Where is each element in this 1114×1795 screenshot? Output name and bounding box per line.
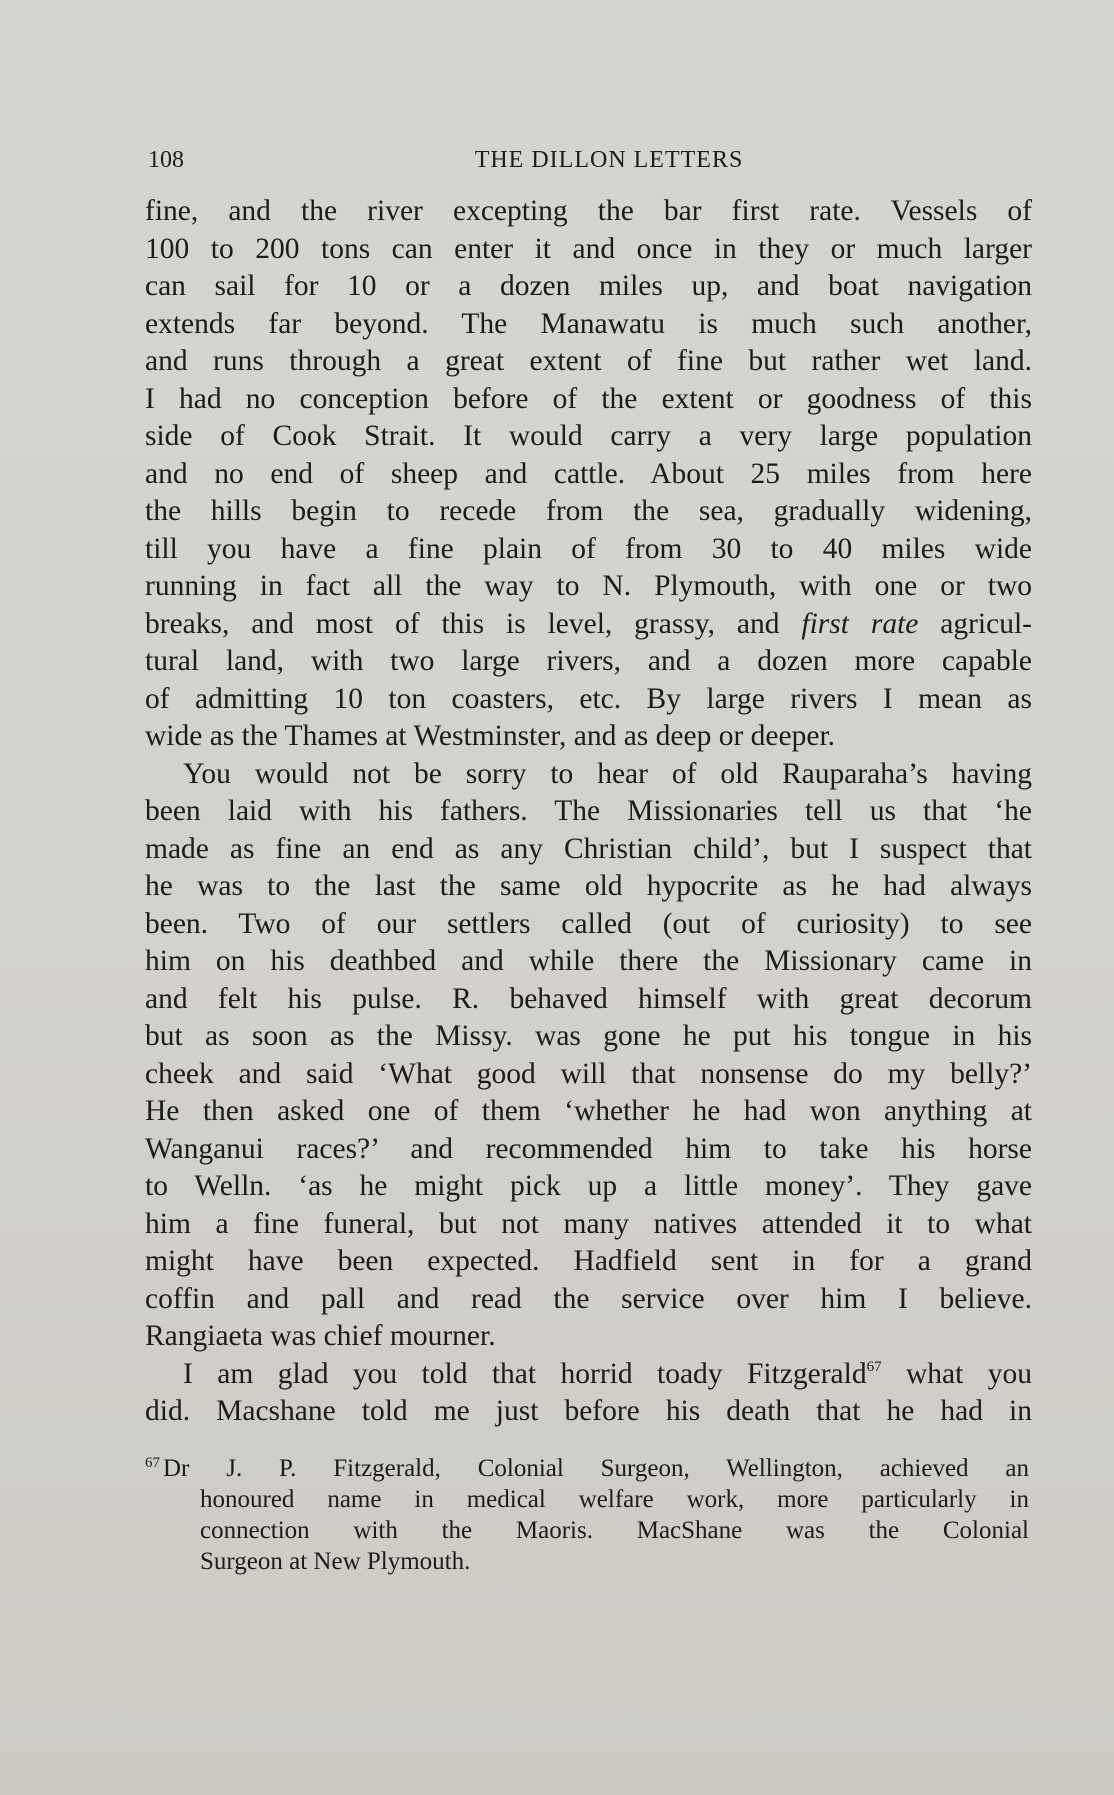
footnote-line: honoured name in medical welfare work, more particularly in	[200, 1486, 1029, 1513]
text-line: coffin and pall and read the service over him I believe.	[145, 1282, 1032, 1315]
footnote-line: connection with the Maoris. MacShane was the Colonial	[200, 1517, 1029, 1544]
text-line: him on his deathbed and while there the Missionary came in	[145, 945, 1032, 977]
footnote-number: 67	[145, 1455, 160, 1471]
text-line: but as soon as the Missy. was gone he put his tongue in his	[145, 1020, 1032, 1052]
text-line	[145, 606, 1032, 644]
footnote	[145, 1453, 1029, 1577]
footnote-reference[interactable]: 67	[866, 1358, 882, 1375]
text-line: wide as the Thames at Westminster, and as deep or deeper.	[145, 720, 836, 752]
text-line: and felt his pulse. R. behaved himself with great decorum	[145, 982, 1032, 1015]
text-line: been. Two of our settlers called (out of curiosity) to see	[145, 907, 1032, 940]
text-line: the hills begin to recede from the sea, gradually widening,	[145, 495, 1032, 527]
text-line: cheek and said ‘What good will that nonsense do my belly?’	[145, 1057, 1032, 1090]
text-line: You would not be sorry to hear of old Rauparaha’s having	[183, 757, 1032, 790]
text-line: tural land, with two large rivers, and a dozen more capable	[145, 645, 1032, 677]
text-line: did. Macshane told me just before his death that he had in	[145, 1395, 1032, 1427]
footnote-line: Surgeon at New Plymouth.	[200, 1548, 471, 1575]
body-text	[145, 193, 1032, 1431]
text-line: till you have a fine plain of from 30 to 40 miles wide	[145, 532, 1032, 565]
footnote-line	[145, 1453, 1029, 1484]
running-title: THE DILLON LETTERS	[474, 147, 744, 173]
text-line: can sail for 10 or a dozen miles up, and boat navigation	[145, 270, 1032, 302]
text-line: and no end of sheep and cattle. About 25 miles from here	[145, 457, 1032, 490]
text-line: 100 to 200 tons can enter it and once in they or much larger	[145, 232, 1032, 265]
text-line	[145, 1356, 1032, 1394]
text-line: Wanganui races?’ and recommended him to take his horse	[145, 1132, 1032, 1165]
text-line: to Welln. ‘as he might pick up a little money’. They gave	[145, 1170, 1032, 1202]
text-line: he was to the last the same old hypocrite as he had always	[145, 870, 1032, 902]
text-line: might have been expected. Hadfield sent in for a grand	[145, 1245, 1032, 1277]
text-line: him a fine funeral, but not many natives attended it to what	[145, 1207, 1032, 1240]
text-line: He then asked one of them ‘whether he had won anything at	[145, 1095, 1032, 1127]
text-line: side of Cook Strait. It would carry a very large population	[145, 420, 1032, 452]
text-line: Rangiaeta was chief mourner.	[145, 1320, 496, 1352]
text-line: fine, and the river excepting the bar first rate. Vessels of	[145, 195, 1032, 227]
text-run: Dr J. P. Fitzgerald, Colonial Surgeon, Wellington, achieved an	[163, 1455, 1029, 1482]
text-line: been laid with his fathers. The Missionaries tell us that ‘he	[145, 795, 1032, 827]
italic-emphasis: first rate	[801, 607, 919, 640]
text-line: I had no conception before of the extent or goodness of this	[145, 382, 1032, 415]
running-header	[148, 142, 1030, 178]
text-line: running in fact all the way to N. Plymouth, with one or two	[145, 570, 1032, 602]
text-line: of admitting 10 ton coasters, etc. By large rivers I mean as	[145, 682, 1032, 715]
text-run: breaks, and most of this is level, grassy, and	[145, 607, 802, 640]
text-run: what you	[881, 1357, 1032, 1390]
text-line: made as fine an end as any Christian child’, but I suspect that	[145, 832, 1032, 865]
text-run: I am glad you told that horrid toady Fitzgerald	[183, 1357, 867, 1390]
page-number: 108	[148, 147, 184, 173]
text-line: extends far beyond. The Manawatu is much such another,	[145, 307, 1032, 340]
text-line: and runs through a great extent of fine but rather wet land.	[145, 345, 1032, 377]
text-run: agricul-	[918, 607, 1032, 640]
